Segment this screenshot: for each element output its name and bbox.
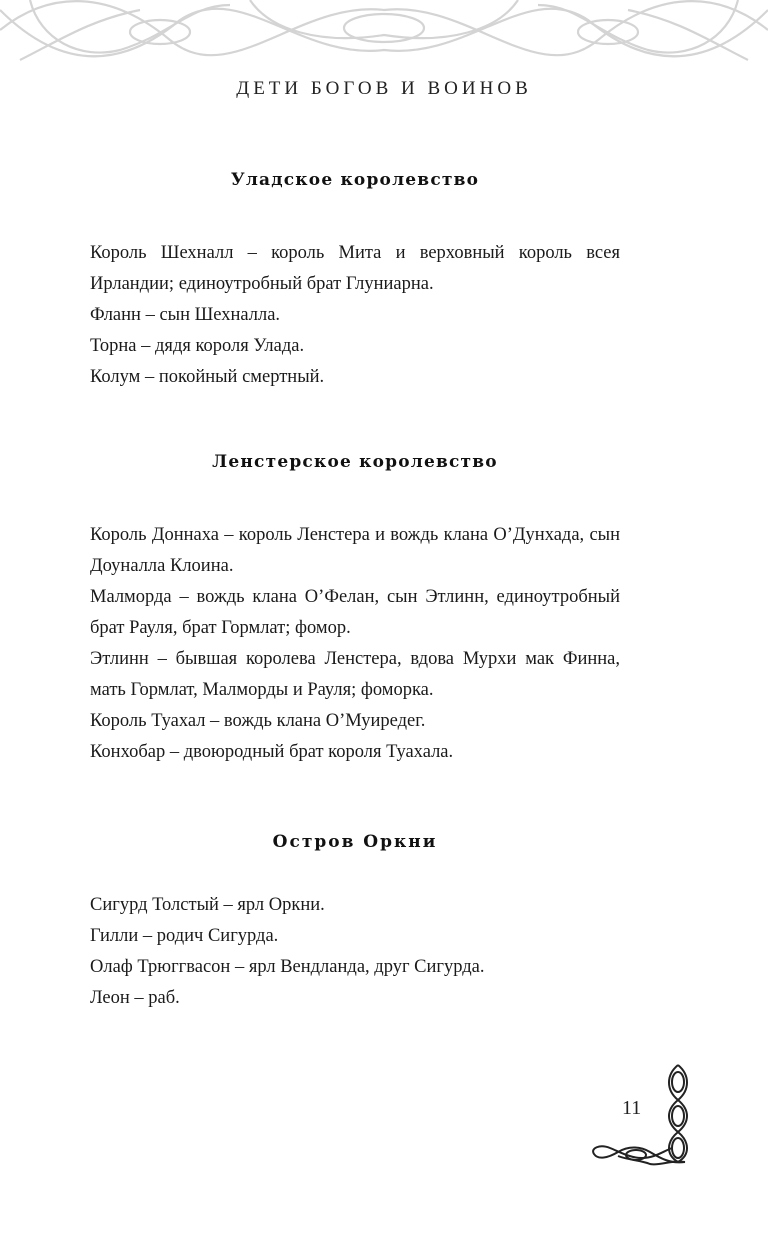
list-item: Колум – покойный смертный. [90, 367, 325, 387]
list-item: Гилли – родич Сигурда. [90, 926, 279, 946]
celtic-knot-corner-icon [590, 1060, 700, 1170]
section-title-leinster: Ленстерское королевство [212, 452, 498, 472]
section-entries-ulad [90, 238, 620, 393]
running-header-title: ДЕТИ БОГОВ И ВОИНОВ [236, 78, 532, 99]
list-item: Конхобар – двоюродный брат короля Туахала. [90, 742, 454, 762]
section-entries-orkney [90, 890, 620, 1014]
celtic-knot-border-icon [0, 0, 768, 80]
list-item: Олаф Трюггвасон – ярл Вендланда, друг Сигурда. [90, 957, 485, 977]
list-item: Король Доннаха – король Ленстера и вождь клана О’Дунхада, сын Доуналла Клоина. [90, 525, 620, 576]
page-number: 11 [622, 1097, 642, 1119]
section-title-orkney: Остров Оркни [272, 832, 438, 852]
list-item: Малморда – вождь клана О’Фелан, сын Этлинн, единоутробный брат Рауля, брат Гормлат; фомор. [90, 587, 620, 638]
list-item: Сигурд Толстый – ярл Оркни. [90, 895, 325, 915]
list-item: Фланн – сын Шехналла. [90, 305, 281, 325]
section-title-ulad: Уладское королевство [230, 170, 480, 190]
list-item: Этлинн – бывшая королева Ленстера, вдова Мурхи мак Финна, мать Гормлат, Малморды и Рауля; фоморка. [90, 649, 620, 700]
list-item: Торна – дядя короля Улада. [90, 336, 305, 356]
section-entries-leinster [90, 520, 620, 768]
list-item: Король Туахал – вождь клана О’Муиредег. [90, 711, 426, 731]
list-item: Король Шехналл – король Мита и верховный король всея Ирландии; единоутробный брат Глуниарна. [90, 243, 620, 294]
list-item: Леон – раб. [90, 988, 180, 1008]
